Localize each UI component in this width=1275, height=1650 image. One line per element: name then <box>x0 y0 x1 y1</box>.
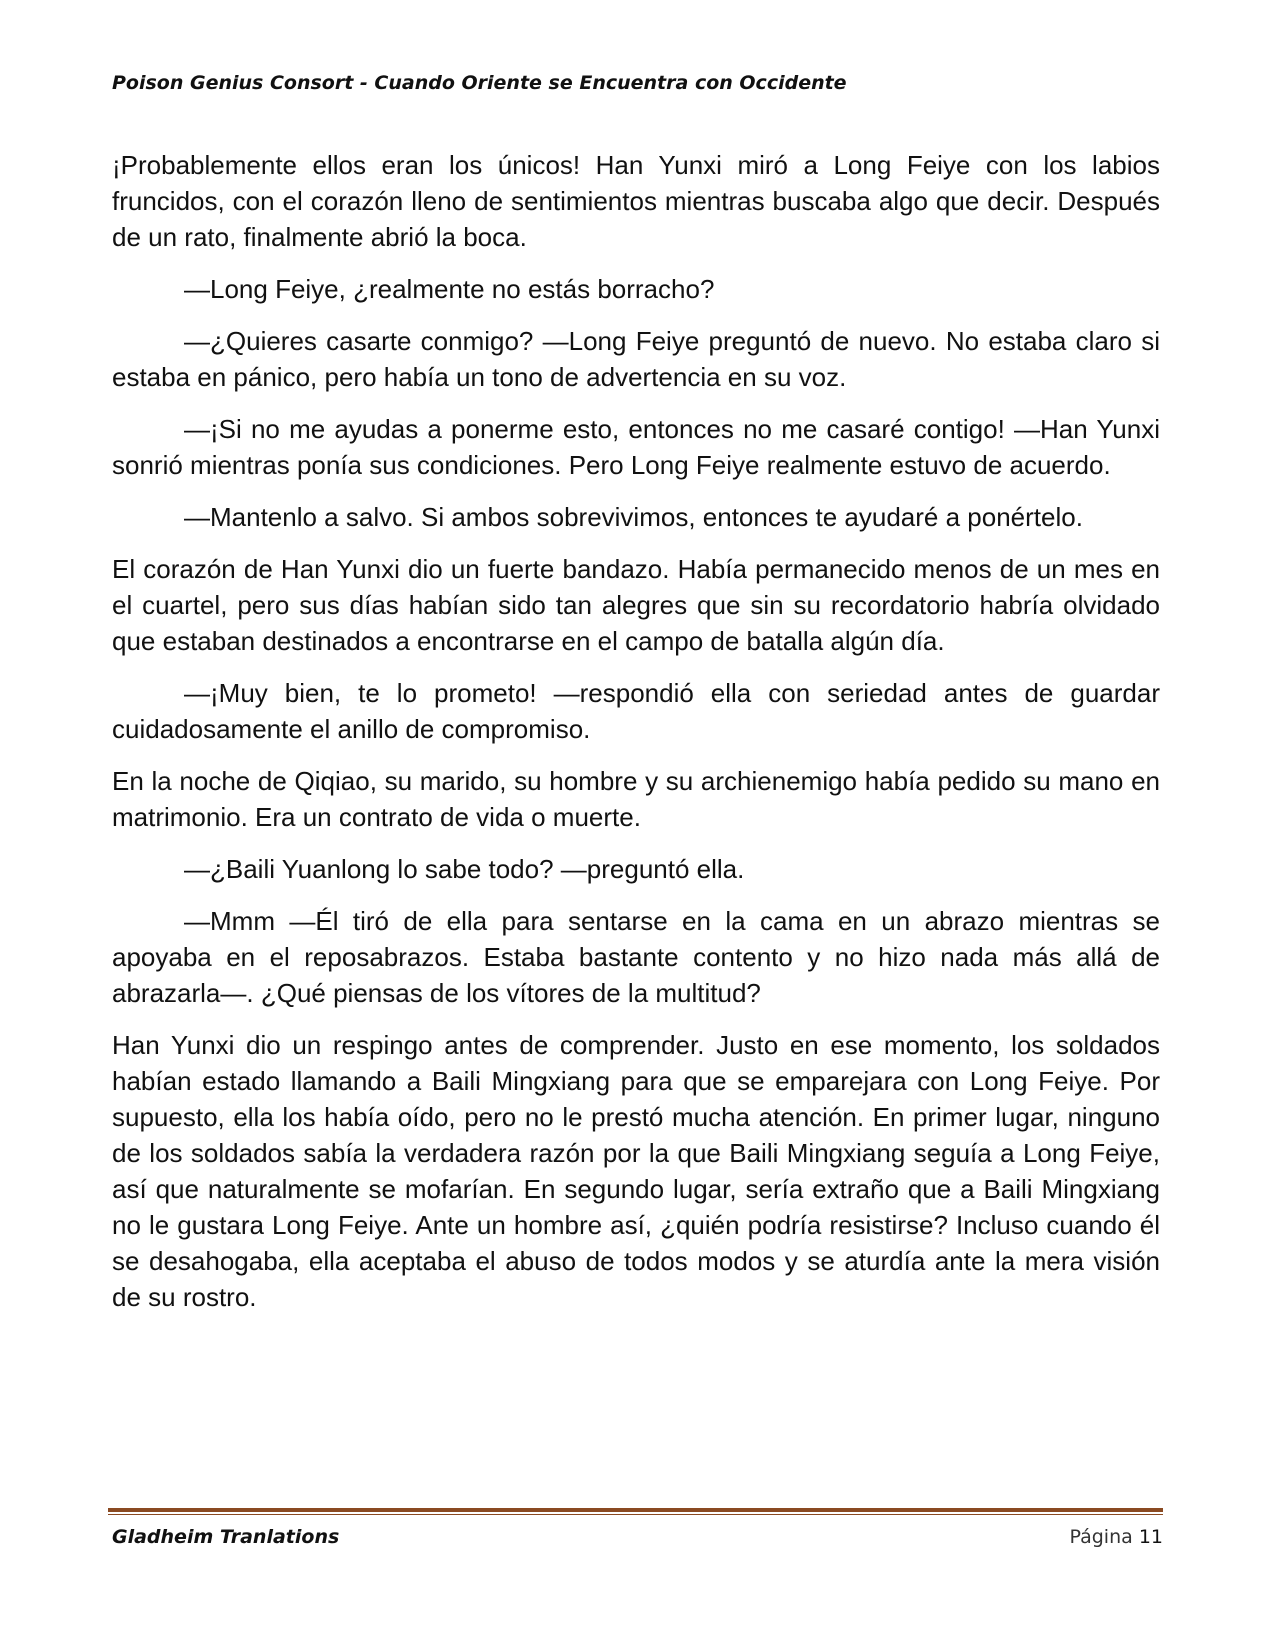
paragraph: Han Yunxi dio un respingo antes de comprender. Justo en ese momento, los soldados habían estado llamando a Baili Mingxiang para que se emparejara con Long Feiye. Por supuesto, ella los había oído, pero no le prestó mucha atención. En primer lugar, ninguno de los soldados sabía la verdadera razón por la que Baili Mingxiang seguía a Long Feiye, así que naturalmente se mofarían. En segundo lugar, sería extraño que a Baili Mingxiang no le gustara Long Feiye. Ante un hombre así, ¿quién podría resistirse? Incluso cuando él se desahogaba, ella aceptaba el abuso de todos modos y se aturdía ante la mera visión de su rostro. <box>112 1030 1160 1312</box>
paragraph: —Mantenlo a salvo. Si ambos sobrevivimos, entonces te ayudaré a ponértelo. <box>184 502 1083 532</box>
footer-publisher: Gladheim Tranlations <box>112 1526 340 1548</box>
page-label: Página <box>1069 1526 1133 1548</box>
paragraph: —¿Quieres casarte conmigo? —Long Feiye preguntó de nuevo. No estaba claro si estaba en pánico, pero había un tono de advertencia en su voz. <box>112 326 1160 392</box>
paragraph: En la noche de Qiqiao, su marido, su hombre y su archienemigo había pedido su mano en matrimonio. Era un contrato de vida o muerte. <box>112 766 1160 832</box>
paragraph: ¡Probablemente ellos eran los únicos! Han Yunxi miró a Long Feiye con los labios fruncidos, con el corazón lleno de sentimientos mientras buscaba algo que decir. Después de un rato, finalmente abrió la boca. <box>112 150 1160 252</box>
page-number <box>1069 1526 1163 1548</box>
footer-divider <box>108 1508 1163 1515</box>
paragraph: —¿Baili Yuanlong lo sabe todo? —preguntó ella. <box>184 854 745 884</box>
paragraph: —¡Si no me ayudas a ponerme esto, entonces no me casaré contigo! —Han Yunxi sonrió mientras ponía sus condiciones. Pero Long Feiye realmente estuvo de acuerdo. <box>112 414 1160 480</box>
running-header: Poison Genius Consort - Cuando Oriente se Encuentra con Occidente <box>112 72 847 94</box>
paragraph: El corazón de Han Yunxi dio un fuerte bandazo. Había permanecido menos de un mes en el cuartel, pero sus días habían sido tan alegres que sin su recordatorio habría olvidado que estaban destinados a encontrarse en el campo de batalla algún día. <box>112 554 1160 656</box>
body-text <box>112 147 1160 1331</box>
paragraph: —¡Muy bien, te lo prometo! —respondió ella con seriedad antes de guardar cuidadosamente el anillo de compromiso. <box>112 678 1160 744</box>
page-number-value: 11 <box>1138 1526 1163 1548</box>
paragraph: —Mmm —Él tiró de ella para sentarse en la cama en un abrazo mientras se apoyaba en el reposabrazos. Estaba bastante contento y no hizo nada más allá de abrazarla—. ¿Qué piensas de los vítores de la multitud? <box>112 906 1160 1008</box>
paragraph: —Long Feiye, ¿realmente no estás borracho? <box>184 274 715 304</box>
